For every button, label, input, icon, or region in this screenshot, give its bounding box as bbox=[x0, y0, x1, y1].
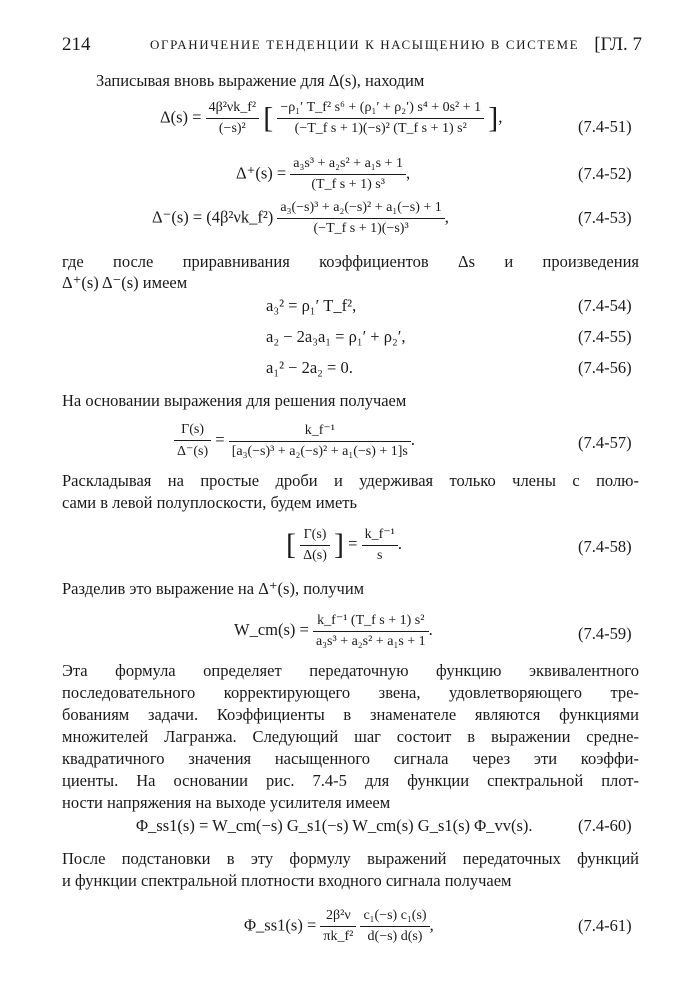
paragraph-7-line-1: После подстановки в эту формулу выражений передаточных функций bbox=[62, 849, 639, 868]
eq-number-7-4-52: (7.4-52) bbox=[578, 164, 632, 183]
equation-7-4-55: a₂ − 2a₃a₁ = ρ₁′ + ρ₂′, bbox=[266, 327, 406, 346]
eq-number-7-4-53: (7.4-53) bbox=[578, 208, 632, 227]
paragraph-6-line-4: множителей Лагранжа. Следующий шаг состоит в выражении средне- bbox=[62, 727, 639, 746]
eq51-lhs: Δ(s) = bbox=[160, 107, 202, 127]
eq-number-7-4-57: (7.4-57) bbox=[578, 433, 632, 452]
eq-number-7-4-56: (7.4-56) bbox=[578, 358, 632, 377]
paragraph-3: На основании выражения для решения получаем bbox=[62, 391, 407, 410]
paragraph-6-line-7: ности напряжения на выходе усилителя имеем bbox=[62, 793, 391, 812]
equation-7-4-53: Δ⁻(s) = (4β²νk_f²) $\frac{\text{a₃(−s)³ + a₂(−s)² + a₁(−s) + 1}}{\text{(−T\_f s + 1)(−s)³}}$ , bbox=[152, 200, 449, 236]
paragraph-6-line-6: циенты. На основании рис. 7.4-5 для функции спектральной плот- bbox=[62, 771, 639, 790]
equation-7-4-61: Φ_ss1(s) = $\frac{\text{2β²ν}}{\text{πk\_f²}}$ $\frac{\text{c₁(−s) c₁(s)}}{d(-s) d(s)}$ , bbox=[244, 908, 434, 944]
eq51-fraction: $\frac{\text{−ρ₁′ T\_f² s⁶ + (ρ₁′ + ρ₂′) s⁴ + 0s² + 1}}{\text{(−T\_f s + 1)(−s)² (T\_f s + 1) s²}}$ bbox=[277, 100, 484, 137]
equation-7-4-57: $\frac{\Gamma(s)}{\Delta^-(s)}$ = $\frac{\text{k\_f⁻¹}}{\text{[a₃(−s)³ + a₂(−s)² + a₁(−s) + 1]s}}$ . bbox=[174, 422, 415, 460]
eq-number-7-4-59: (7.4-59) bbox=[578, 624, 632, 643]
paragraph-5: Разделив это выражение на Δ⁺(s), получим bbox=[62, 579, 365, 598]
equation-7-4-59: W_cm(s) = $\frac{\text{k\_f⁻¹ (T\_f s + 1) s²}}{\text{a₃s³ + a₂s² + a₁s + 1}}$ . bbox=[234, 613, 433, 649]
equation-7-4-52: Δ⁺(s) = $\frac{\text{a₃s³ + a₂s² + a₁s + 1}}{\text{(T\_f s + 1) s³}}$ , bbox=[236, 156, 411, 192]
eq-number-7-4-54: (7.4-54) bbox=[578, 296, 632, 315]
paragraph-intro: Записывая вновь выражение для Δ(s), находим bbox=[96, 71, 425, 90]
equation-7-4-56: a₁² − 2a₂ = 0. bbox=[266, 358, 353, 377]
eq-number-7-4-55: (7.4-55) bbox=[578, 327, 632, 346]
paragraph-6-line-1: Эта формула определяет передаточную функцию эквивалентного bbox=[62, 661, 639, 680]
eq51-prefactor: $\frac{\text{4β²νk\_f²}}{\text{(−s)²}}$ bbox=[206, 100, 260, 137]
eq-number-7-4-61: (7.4-61) bbox=[578, 916, 632, 935]
eq-number-7-4-60: (7.4-60) bbox=[578, 816, 632, 835]
eq-number-7-4-58: (7.4-58) bbox=[578, 537, 632, 556]
paragraph-6-line-2: последовательного корректирующего звена, удовлетворяющего тре- bbox=[62, 683, 639, 702]
paragraph-6-line-5: квадратичного значения насыщенного сигнала через эти коэффи- bbox=[62, 749, 639, 768]
paragraph-4-line-2: сами в левой полуплоскости, будем иметь bbox=[62, 493, 358, 512]
equation-7-4-54: a₃² = ρ₁′ T_f², bbox=[266, 296, 357, 315]
equation-7-4-58: [ $\frac{\Gamma(s)}{\Delta(s)}$ ] = $\frac{\text{k\_f⁻¹}}{s}$ . bbox=[286, 526, 402, 563]
paragraph-7-line-2: и функции спектральной плотности входного сигнала получаем bbox=[62, 871, 512, 890]
page-number: 214 bbox=[62, 34, 91, 55]
paragraph-2-line-2: Δ⁺(s) Δ⁻(s) имеем bbox=[62, 273, 188, 292]
running-header bbox=[62, 34, 642, 58]
equation-7-4-51: Δ(s) = $\frac{\text{4β²νk\_f²}}{\text{(−s)²}}$ [ $\frac{\text{−ρ₁′ T\_f² s⁶ + (ρ₁′ + ρ₂′) s⁴ + 0s² + 1}}{\text{(−T\_f s + 1)(−s)² (T\_f s + 1) s²}}$ ], bbox=[160, 100, 503, 136]
eq-number-7-4-51: (7.4-51) bbox=[578, 117, 632, 136]
paragraph-6-line-3: бованиям задачи. Коэффициенты в знаменателе являются функциями bbox=[62, 705, 639, 724]
running-title: ОГРАНИЧЕНИЕ ТЕНДЕНЦИИ К НАСЫЩЕНИЮ В СИСТЕМЕ bbox=[150, 37, 580, 52]
paragraph-4-line-1: Раскладывая на простые дроби и удерживая только члены с полю- bbox=[62, 471, 639, 490]
equation-7-4-60: Φ_ss1(s) = W_cm(−s) G_s1(−s) W_cm(s) G_s1(s) Φ_vv(s). bbox=[136, 816, 533, 835]
chapter-label: [ГЛ. 7 bbox=[594, 34, 642, 55]
paragraph-2-line-1: где после приравнивания коэффициентов Δs и произведения bbox=[62, 252, 639, 271]
